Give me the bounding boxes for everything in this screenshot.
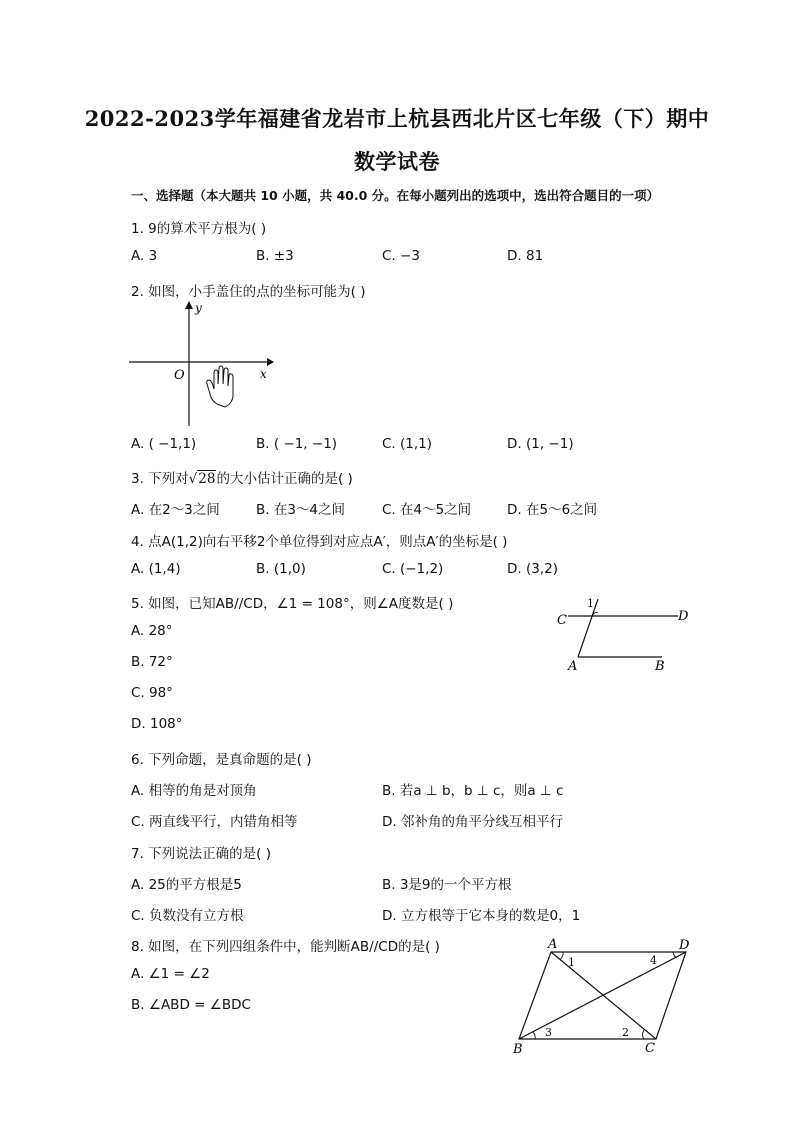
- question-3-stem: [131, 467, 353, 487]
- q5-option-a: A. 28°: [131, 623, 173, 639]
- angle-1-label: 1: [568, 956, 575, 969]
- angle-3-label: 3: [545, 1026, 552, 1039]
- q6-option-a: A. 相等的角是对顶角: [131, 783, 257, 799]
- x-axis-arrow: [267, 358, 274, 366]
- sqrt-sign: √: [188, 471, 198, 487]
- q7-option-b: B. 3是9的一个平方根: [382, 877, 512, 893]
- q4-option-d: D. (3,2): [507, 561, 558, 577]
- q3-option-c: C. 在4～5之间: [382, 502, 472, 518]
- point-d-label: D: [678, 609, 689, 624]
- q2-option-c: C. (1,1): [382, 436, 433, 452]
- q8-option-b: B. ∠ABD = ∠BDC: [131, 997, 251, 1013]
- q2-option-d: D. (1, −1): [507, 436, 574, 452]
- q3-option-a: A. 在2～3之间: [131, 502, 220, 518]
- question-2-stem: 2. 如图，小手盖住的点的坐标可能为( ): [131, 284, 366, 300]
- point-b-label: B: [655, 659, 665, 674]
- quadrilateral-figure: [505, 933, 700, 1058]
- q2-option-b: B. ( −1, −1): [256, 436, 338, 452]
- q5-option-b: B. 72°: [131, 654, 173, 670]
- y-axis-label: y: [195, 301, 202, 315]
- q3-option-b: B. 在3～4之间: [256, 502, 346, 518]
- q6-option-d: D. 邻补角的角平分线互相平行: [382, 814, 563, 830]
- question-5-stem: 5. 如图，已知AB//CD，∠1 = 108°，则∠A度数是( ): [131, 596, 454, 612]
- question-8-stem: 8. 如图，在下列四组条件中，能判断AB//CD的是( ): [131, 939, 440, 955]
- y-axis-arrow: [185, 301, 193, 309]
- angle-2-label: 2: [622, 1026, 629, 1039]
- q1-option-d: D. 81: [507, 248, 544, 264]
- hand-icon: [207, 366, 233, 407]
- q4-option-c: C. (−1,2): [382, 561, 444, 577]
- q3-stem-suffix: 的大小估计正确的是( ): [216, 471, 353, 487]
- angle-2-arc: [643, 1030, 645, 1039]
- q8-option-a: A. ∠1 = ∠2: [131, 966, 210, 982]
- q4-option-a: A. (1,4): [131, 561, 181, 577]
- x-axis-label: x: [260, 367, 267, 381]
- point-c-label: C: [557, 613, 567, 628]
- q1-option-b: B. ±3: [256, 248, 294, 264]
- q1-option-a: A. 3: [131, 248, 158, 264]
- point-a-label: A: [548, 937, 558, 952]
- q3-option-d: D. 在5～6之间: [507, 502, 598, 518]
- angle-3-arc: [533, 1032, 535, 1039]
- q4-option-b: B. (1,0): [256, 561, 306, 577]
- question-6-stem: 6. 下列命题，是真命题的是( ): [131, 752, 312, 768]
- parallel-lines-figure: [550, 595, 700, 675]
- q7-option-c: C. 负数没有立方根: [131, 908, 244, 924]
- origin-label: O: [174, 368, 185, 383]
- point-b-label: B: [513, 1042, 523, 1057]
- exam-title-line2: 数学试卷: [354, 149, 440, 174]
- angle-1-label: 1: [587, 597, 594, 610]
- angle-4-label: 4: [650, 954, 657, 967]
- q1-option-c: C. −3: [382, 248, 420, 264]
- section-heading: 一、选择题（本大题共 10 小题，共 40.0 分。在每小题列出的选项中，选出符合题目的一项）: [131, 188, 660, 203]
- point-a-label: A: [568, 659, 578, 674]
- q7-option-a: A. 25的平方根是5: [131, 877, 242, 893]
- q3-stem-prefix: 3. 下列对: [131, 471, 189, 487]
- angle-1-arc: [560, 952, 563, 960]
- point-c-label: C: [645, 1041, 655, 1056]
- question-1-stem: 1. 9的算术平方根为( ): [131, 221, 267, 237]
- q5-option-d: D. 108°: [131, 716, 183, 732]
- exam-title-line1: 2022-2023学年福建省龙岩市上杭县西北片区七年级（下）期中: [84, 106, 710, 131]
- q5-option-c: C. 98°: [131, 685, 173, 701]
- q6-option-c: C. 两直线平行，内错角相等: [131, 814, 298, 830]
- question-7-stem: 7. 下列说法正确的是( ): [131, 846, 271, 862]
- question-4-stem: 4. 点A(1,2)向右平移2个单位得到对应点A′，则点A′的坐标是( ): [131, 534, 508, 550]
- radicand: 28: [198, 471, 216, 487]
- q2-option-a: A. ( −1,1): [131, 436, 197, 452]
- q7-option-d: D. 立方根等于它本身的数是0，1: [382, 908, 581, 924]
- coordinate-axes-figure: [125, 300, 275, 430]
- point-d-label: D: [679, 938, 690, 953]
- q6-option-b: B. 若a ⊥ b，b ⊥ c，则a ⊥ c: [382, 783, 564, 799]
